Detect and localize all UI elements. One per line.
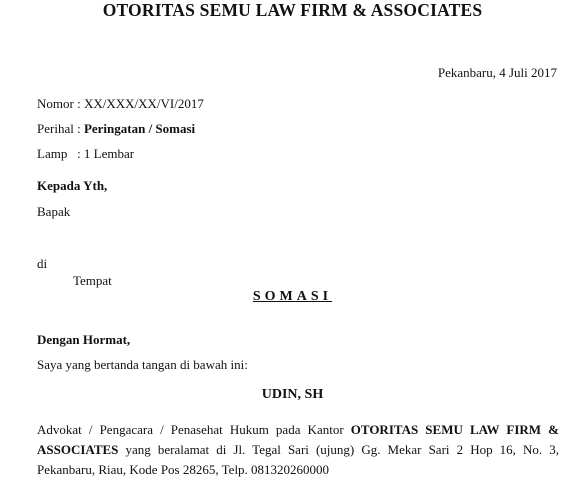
place-date: Pekanbaru, 4 Juli 2017 xyxy=(437,65,557,80)
recipient-di: di xyxy=(37,256,48,271)
body-firm-name: OTORITAS SEMU LAW FIRM & ASSOCIATES xyxy=(37,422,559,457)
recipient-name: Bapak xyxy=(37,204,71,219)
body-paragraph xyxy=(37,420,559,480)
intro-sentence: Saya yang bertanda tangan di bawah ini: xyxy=(37,357,248,372)
subject-line xyxy=(37,121,195,137)
somasi-heading: SOMASI xyxy=(252,289,333,304)
body-text-part1: Advokat / Pengacara / Penasehat Hukum pada Kantor xyxy=(37,422,351,437)
subject-label: Perihal : xyxy=(37,121,84,136)
subject-value: Peringatan / Somasi xyxy=(83,121,196,136)
recipient-heading: Kepada Yth, xyxy=(37,178,108,193)
letter-number: Nomor : XX/XXX/XX/VI/2017 xyxy=(37,96,204,111)
salutation: Dengan Hormat, xyxy=(37,332,131,347)
recipient-place: Tempat xyxy=(73,273,112,288)
firm-title: OTORITAS SEMU LAW FIRM & ASSOCIATES xyxy=(102,0,483,20)
signer-name: UDIN, SH xyxy=(261,387,324,402)
attachment-line: Lamp : 1 Lembar xyxy=(37,146,135,161)
body-text-part2: yang beralamat di Jl. Tegal Sari (ujung) Gg. Mekar Sari 2 Hop 16, No. 3, Pekanbaru, Riau, Kode Pos 28265, Telp. 081320260000 xyxy=(37,442,559,477)
